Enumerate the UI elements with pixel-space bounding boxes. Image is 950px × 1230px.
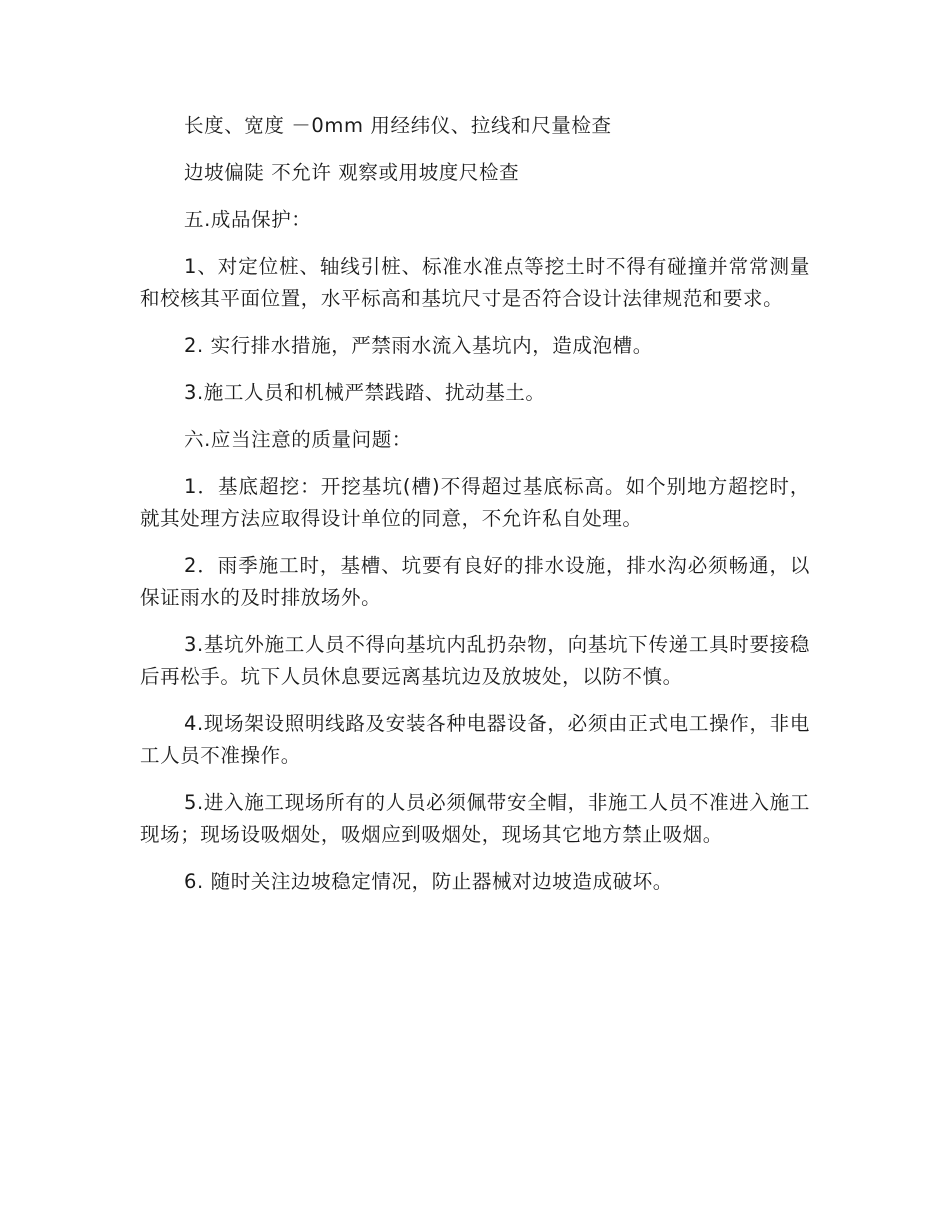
section-heading-product-protection: 五.成品保护：: [184, 208, 312, 231]
paragraph-quality-2: 2．雨季施工时，基槽、坑要有良好的排水设施，排水沟必须畅通，以保证雨水的及时排放场外。: [140, 554, 810, 609]
section-heading-quality-issues: 六.应当注意的质量问题：: [184, 428, 412, 451]
paragraph-tolerance-length-width: 长度、宽度 －0mm 用经纬仪、拉线和尺量检查: [184, 114, 612, 137]
paragraph-quality-3: 3.基坑外施工人员不得向基坑内乱扔杂物，向基坑下传递工具时要接稳后再松手。坑下人员休息要远离基坑边及放坡处，以防不慎。: [140, 633, 810, 688]
paragraph-tolerance-slope: 边坡偏陡 不允许 观察或用坡度尺检查: [184, 161, 520, 184]
paragraph-protection-1: 1、对定位桩、轴线引桩、标准水准点等挖土时不得有碰撞并常常测量和校核其平面位置，水平标高和基坑尺寸是否符合设计法律规范和要求。: [140, 255, 810, 310]
paragraph-protection-2: 2. 实行排水措施，严禁雨水流入基坑内，造成泡槽。: [184, 334, 653, 357]
paragraph-quality-1: 1．基底超挖：开挖基坑(槽)不得超过基底标高。如个别地方超挖时，就其处理方法应取得设计单位的同意，不允许私自处理。: [140, 475, 810, 530]
paragraph-quality-4: 4.现场架设照明线路及安装各种电器设备，必须由正式电工操作，非电工人员不准操作。: [140, 712, 810, 767]
paragraph-protection-3: 3.施工人员和机械严禁践踏、扰动基土。: [184, 381, 546, 404]
document-body: [140, 110, 810, 913]
paragraph-quality-6: 6. 随时关注边坡稳定情况，防止器械对边坡造成破坏。: [184, 870, 673, 893]
paragraph-quality-5: 5.进入施工现场所有的人员必须佩带安全帽，非施工人员不准进入施工现场；现场设吸烟处，吸烟应到吸烟处，现场其它地方禁止吸烟。: [140, 791, 810, 846]
